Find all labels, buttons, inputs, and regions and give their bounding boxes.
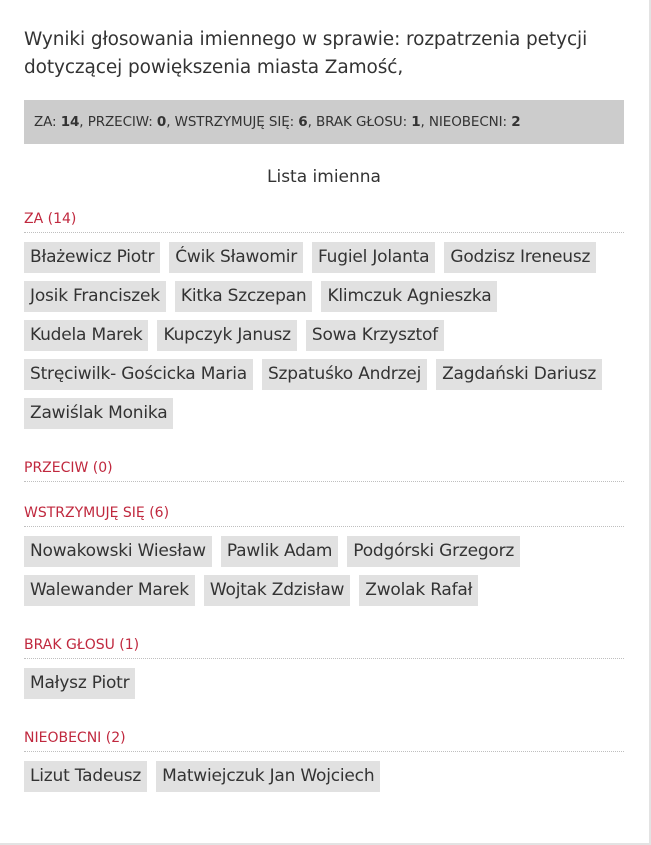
vote-title: Wyniki głosowania imiennego w sprawie: rozpatrzenia petycji dotyczącej powiększenia miasta Zamość, <box>24 29 588 78</box>
name-tag: Kupczyk Janusz <box>157 320 296 351</box>
name-tag: Walewander Marek <box>24 575 195 606</box>
summary-nieobecni-value: 2 <box>511 114 521 130</box>
vote-summary-bar: ZA: 14 , PRZECIW: 0 , WSTRZYMUJĘ SIĘ: 6 , BRAK GŁOSU: 1 , NIEOBECNI: 2 <box>24 100 624 144</box>
name-list-nieobecni <box>24 761 624 800</box>
vote-group-brak-glosu <box>24 636 624 707</box>
summary-przeciw-label: PRZECIW: <box>87 114 153 130</box>
summary-przeciw-value: 0 <box>156 114 167 130</box>
name-list-brak-glosu <box>24 668 624 707</box>
name-tag: Zagdański Dariusz <box>436 359 602 390</box>
name-tag: Małysz Piotr <box>24 668 135 699</box>
name-tag: Kitka Szczepan <box>175 281 313 312</box>
group-header-nieobecni: NIEOBECNI (2) <box>24 729 624 752</box>
name-tag: Ćwik Sławomir <box>169 242 303 273</box>
summary-za-value: 14 <box>60 114 80 130</box>
name-list-za <box>24 242 624 437</box>
name-tag: Klimczuk Agnieszka <box>321 281 497 312</box>
name-tag: Sowa Krzysztof <box>306 320 444 351</box>
name-tag: Pawlik Adam <box>221 536 338 567</box>
summary-za-label: ZA: <box>34 114 57 130</box>
list-heading: Lista imienna <box>267 167 381 187</box>
vote-groups <box>24 210 624 800</box>
name-tag: Podgórski Grzegorz <box>347 536 520 567</box>
summary-brak-label: BRAK GŁOSU: <box>315 114 408 130</box>
name-tag: Fugiel Jolanta <box>312 242 435 273</box>
name-tag: Lizut Tadeusz <box>24 761 147 792</box>
name-tag: Matwiejczuk Jan Wojciech <box>156 761 380 792</box>
name-tag: Godzisz Ireneusz <box>444 242 596 273</box>
name-tag: Zwolak Rafał <box>359 575 478 606</box>
vote-group-przeciw <box>24 459 624 482</box>
summary-wstrzymuje-value: 6 <box>298 114 308 130</box>
name-tag: Szpatuśko Andrzej <box>262 359 427 390</box>
vote-group-nieobecni <box>24 729 624 800</box>
summary-nieobecni-label: NIEOBECNI: <box>428 114 508 130</box>
name-tag: Wojtak Zdzisław <box>204 575 350 606</box>
group-header-wstrzymuje: WSTRZYMUJĘ SIĘ (6) <box>24 504 624 527</box>
name-tag: Stręciwilk- Gościcka Maria <box>24 359 253 390</box>
summary-wstrzymuje-label: WSTRZYMUJĘ SIĘ: <box>174 114 295 130</box>
group-header-brak-glosu: BRAK GŁOSU (1) <box>24 636 624 659</box>
name-tag: Kudela Marek <box>24 320 148 351</box>
name-tag: Zawiślak Monika <box>24 398 173 429</box>
name-tag: Josik Franciszek <box>24 281 166 312</box>
vote-group-za <box>24 210 624 437</box>
group-header-przeciw: PRZECIW (0) <box>24 459 624 482</box>
vote-group-wstrzymuje <box>24 504 624 614</box>
name-list-wstrzymuje <box>24 536 624 614</box>
summary-brak-value: 1 <box>411 114 421 130</box>
name-tag: Nowakowski Wiesław <box>24 536 212 567</box>
group-header-za: ZA (14) <box>24 210 624 233</box>
name-tag: Błażewicz Piotr <box>24 242 160 273</box>
vote-results-content <box>24 0 624 800</box>
